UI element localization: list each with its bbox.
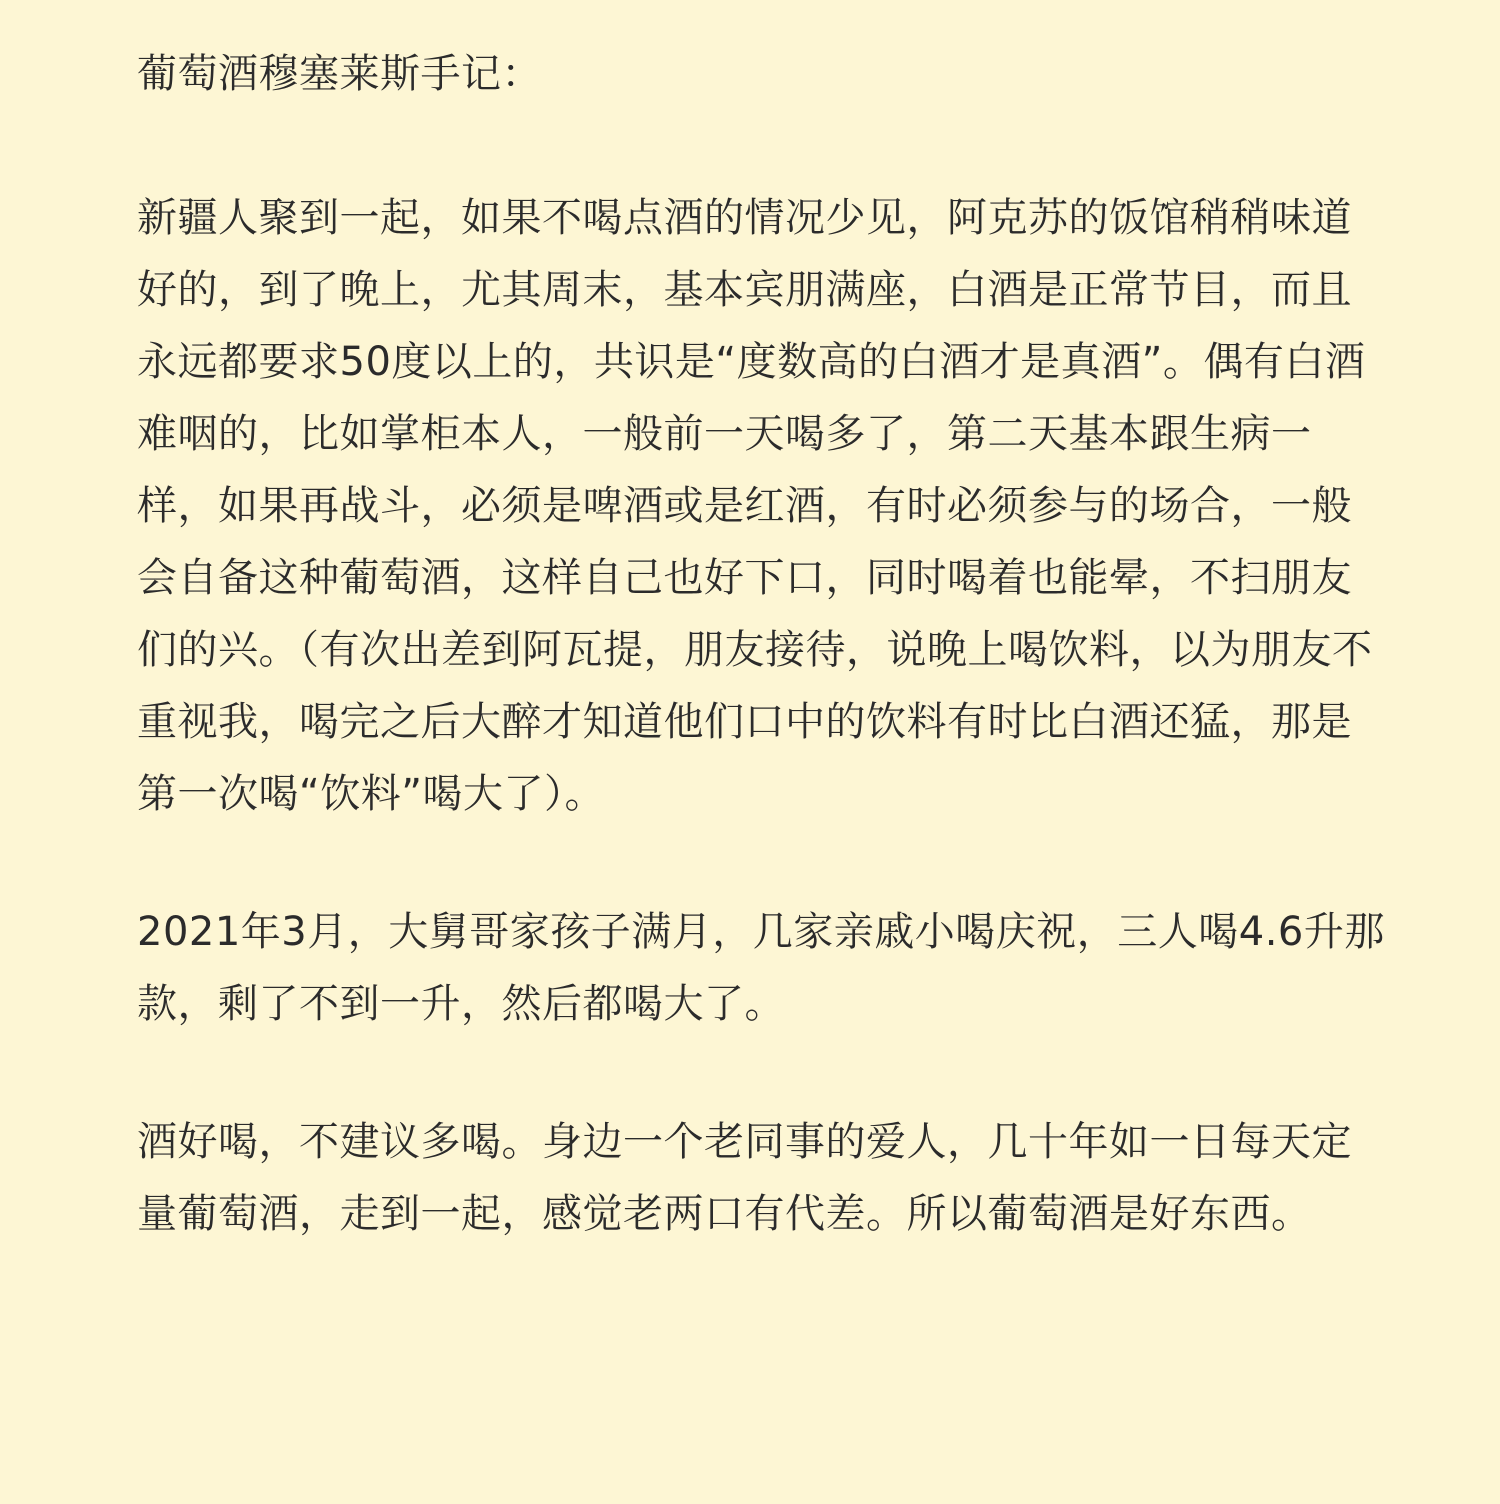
paragraph-advice: 酒好喝，不建议多喝。身边一个老同事的爱人，几十年如一日每天定量葡萄酒，走到一起，感觉老两口有代差。所以葡萄酒是好东西。 (137, 1119, 1352, 1237)
note-title: 葡萄酒穆塞莱斯手记： (137, 51, 542, 97)
paragraph-drinking-culture: 新疆人聚到一起，如果不喝点酒的情况少见，阿克苏的饭馆稍稍味道好的，到了晚上，尤其周末，基本宾朋满座，白酒是正常节目，而且永远都要求50度以上的，共识是“度数高的白酒才是真酒”。偶有白酒难咽的，比如掌柜本人，一般前一天喝多了，第二天基本跟生病一样，如果再战斗，必须是啤酒或是红酒，有时必须参与的场合，一般会自备这种葡萄酒，这样自己也好下口，同时喝着也能晕，不扫朋友们的兴。（有次出差到阿瓦提，朋友接待，说晚上喝饮料，以为朋友不重视我，喝完之后大醉才知道他们口中的饮料有时比白酒还猛，那是第一次喝“饮料”喝大了）。 (137, 195, 1373, 817)
paragraph-celebration: 2021年3月，大舅哥家孩子满月，几家亲戚小喝庆祝，三人喝4.6升那款，剩了不到一升，然后都喝大了。 (137, 909, 1385, 1027)
